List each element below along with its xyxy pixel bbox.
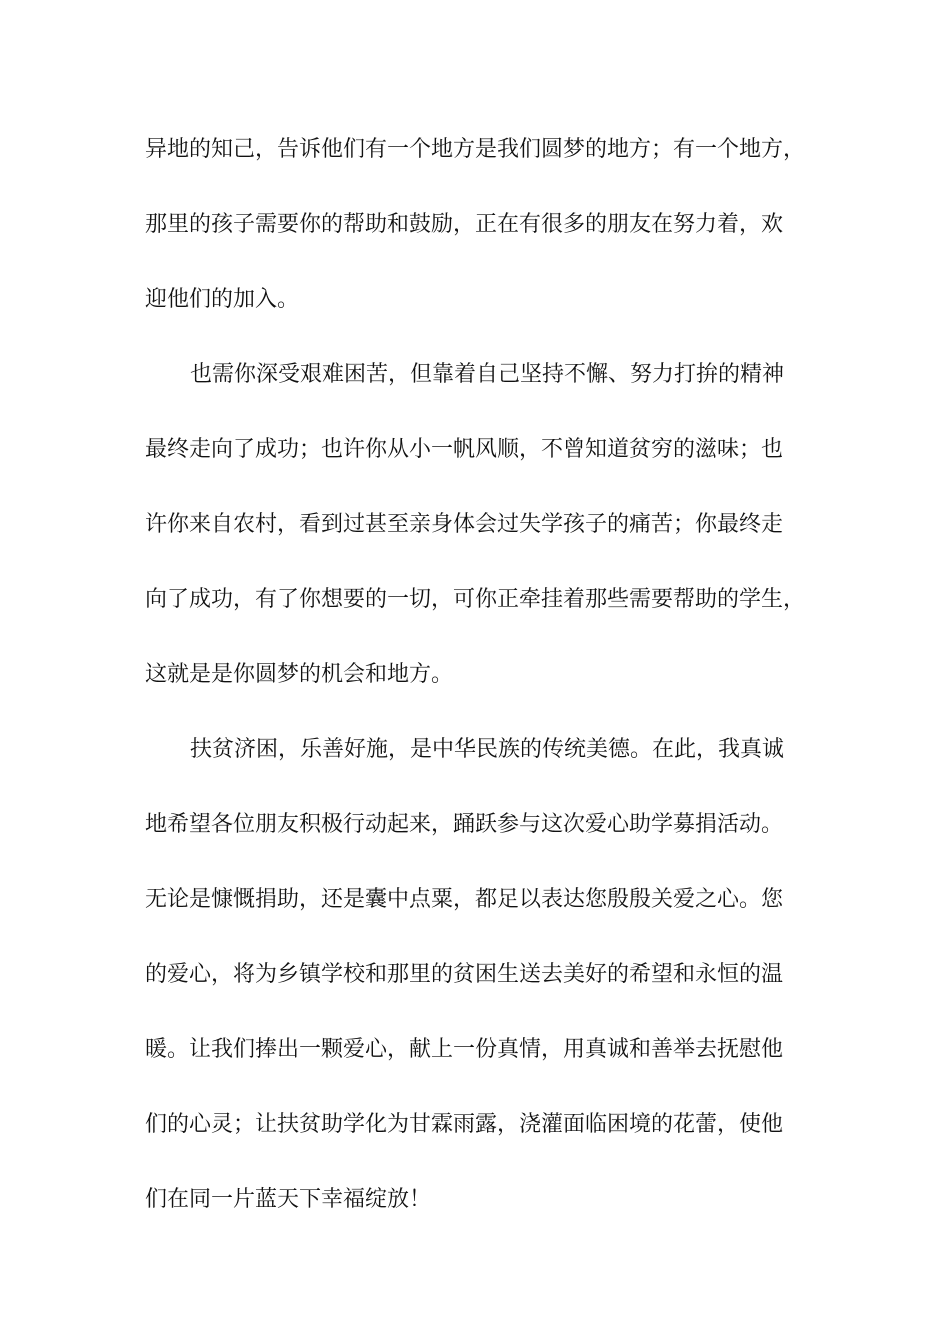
text-line: 许你来自农村，看到过甚至亲身体会过失学孩子的痛苦；你最终走 [145,512,784,537]
text-line: 向了成功，有了你想要的一切，可你正牵挂着那些需要帮助的学生， [145,587,806,612]
text-line: 那里的孩子需要你的帮助和鼓励，正在有很多的朋友在努力着，欢 [145,212,784,237]
text-line: 暖。让我们捧出一颗爱心，献上一份真情，用真诚和善举去抚慰他 [145,1037,784,1062]
text-line: 最终走向了成功；也许你从小一帆风顺，不曾知道贫穷的滋味；也 [145,437,784,462]
text-line: 迎他们的加入。 [145,287,300,312]
text-line: 的爱心，将为乡镇学校和那里的贫困生送去美好的希望和永恒的温 [145,962,784,987]
text-line: 异地的知己，告诉他们有一个地方是我们圆梦的地方；有一个地方， [145,137,806,162]
text-line: 地希望各位朋友积极行动起来，踊跃参与这次爱心助学募捐活动。 [145,812,784,837]
paragraph-start-line: 扶贫济困，乐善好施，是中华民族的传统美德。在此，我真诚 [190,737,785,762]
paragraph-start-line: 也需你深受艰难困苦，但靠着自己坚持不懈、努力打拚的精神 [190,362,785,387]
text-line: 们的心灵；让扶贫助学化为甘霖雨露，浇灌面临困境的花蕾，使他 [145,1112,784,1137]
text-line: 这就是是你圆梦的机会和地方。 [145,662,454,687]
text-line: 无论是慷慨捐助，还是囊中点粟，都足以表达您殷殷关爱之心。您 [145,887,784,912]
text-line: 们在同一片蓝天下幸福绽放！ [145,1187,432,1212]
